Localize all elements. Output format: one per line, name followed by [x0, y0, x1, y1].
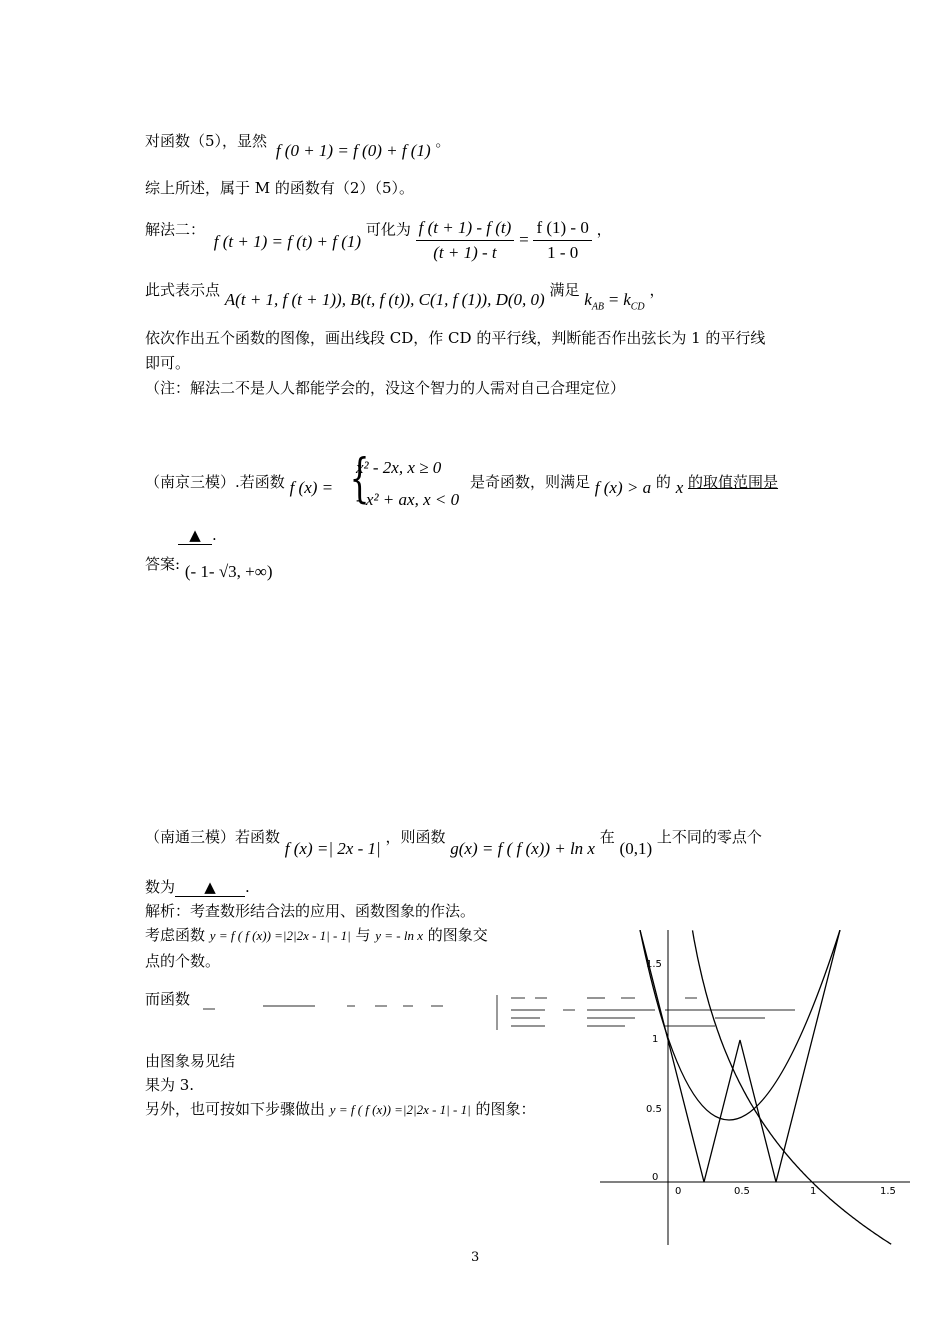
- problem-nanjing-tail: 是奇函数，则满足 f (x) > a 的 x 的取值范围是: [470, 473, 779, 497]
- text: ，: [596, 220, 612, 239]
- outer-curve: [640, 930, 840, 1120]
- analysis-line: 解析：考查数形结合法的应用、函数图象的作法。: [145, 902, 476, 920]
- text: 可化为: [365, 220, 411, 239]
- answer-blank-2: ▲: [175, 878, 245, 897]
- also-line: 另外，也可按如下步骤做出 y = f ( f (x)) =|2|2x - 1| - 1| 的图象：: [145, 1100, 536, 1118]
- slope-cd: $k_{CD}$: [623, 290, 645, 313]
- label: 解法二：: [145, 220, 206, 239]
- math-expression: y = f ( f (x)) =|2|2x - 1| - 1|: [209, 928, 351, 943]
- math-expression: y = f ( f (x)) =|2|2x - 1| - 1|: [329, 1102, 471, 1117]
- problem-nantong: （南通三模）若函数 f (x) =| 2x - 1| ，则函数 g(x) = f ( f (x)) + ln x 在 (0,1) 上不同的零点个: [145, 828, 762, 858]
- x-tick-labels: [675, 1186, 896, 1197]
- slope-ab: $k_{AB}$: [584, 290, 605, 313]
- answer-line: [145, 553, 273, 581]
- function-graph: [600, 930, 910, 1250]
- math-expression: f (0 + 1) = f (0) + f (1): [275, 141, 431, 160]
- piecewise-case-2: - x² + ax, x < 0: [356, 490, 460, 509]
- consider-line: 考虑函数 y = f ( f (x)) =|2|2x - 1| - 1| 与 y = - ln x 的图象交: [145, 926, 488, 944]
- zigzag-curve: [640, 930, 840, 1182]
- neg-ln-curve: [693, 930, 892, 1244]
- function-def: f (x) =| 2x - 1|: [284, 839, 381, 858]
- page-number: 3: [471, 1250, 480, 1265]
- answer-label: 答案:: [145, 555, 181, 573]
- text: 。: [435, 132, 451, 150]
- text: 满足: [549, 281, 580, 299]
- line-3: [145, 208, 612, 262]
- equals-sign: =: [519, 229, 529, 249]
- y-tick-0.5: 0.5: [646, 1104, 662, 1115]
- problem-nantong-line2: 数为 ▲ .: [145, 878, 250, 896]
- fraction-2: $\frac{f (1) - 0}{1 - 0}$: [533, 218, 591, 263]
- function-def: f (x) =: [289, 478, 334, 497]
- line-6-note: （注：解法二不是人人都能学会的，没这个智力的人需对自己合理定位）: [145, 379, 626, 397]
- equals-sign: =: [608, 290, 619, 309]
- result-line-b: 果为 3.: [145, 1076, 195, 1094]
- answer-blank-1: ▲ .: [178, 526, 217, 545]
- math-expression: y = - ln x: [375, 928, 423, 943]
- y-tick-1: 1: [652, 1034, 659, 1045]
- y-tick-0: 0: [652, 1172, 659, 1183]
- y-tick-1.5: 1.5: [646, 959, 662, 970]
- er-line: 而函数: [145, 990, 191, 1008]
- x-tick-1.5: 1.5: [880, 1186, 896, 1197]
- math-expression: f (t + 1) = f (t) + f (1): [213, 231, 362, 251]
- text: 此式表示点: [145, 281, 221, 299]
- math-expression: A(t + 1, f (t + 1)), B(t, f (t)), C(1, f (1)), D(0, 0): [224, 290, 545, 309]
- variable: x: [675, 478, 684, 497]
- x-tick-0: 0: [675, 1186, 682, 1197]
- x-tick-0.5: 0.5: [734, 1186, 750, 1197]
- function-g: g(x) = f ( f (x)) + ln x: [450, 839, 595, 858]
- line-2: 综上所述，属于 M 的函数有（2）（5）。: [145, 179, 414, 197]
- text: ，: [649, 281, 665, 299]
- line-1: [145, 130, 451, 160]
- answer-value: (- 1- √3, +∞): [184, 562, 273, 581]
- line-5a: 依次作出五个函数的图像，画出线段 CD，作 CD 的平行线，判断能否作出弦长为 1 的平行线: [145, 329, 766, 347]
- condition: f (x) > a: [594, 478, 652, 497]
- piecewise-case-1: x² - 2x, x ≥ 0: [356, 458, 442, 477]
- fraction-1: $\frac{f (t + 1) - f (t)}{(t + 1) - t}$: [416, 218, 515, 263]
- problem-source: （南通三模）若函数: [145, 828, 281, 846]
- problem-nanjing: [145, 471, 334, 497]
- result-line-a: 由图象易见结: [145, 1052, 236, 1070]
- text: 对函数（5），显然: [145, 132, 268, 150]
- line-5b: 即可。: [145, 354, 191, 372]
- problem-source: （南京三模）.若函数: [145, 473, 285, 491]
- piecewise-brace: {: [349, 449, 370, 509]
- interval: (0,1): [619, 839, 653, 858]
- x-tick-1: 1: [810, 1186, 817, 1197]
- line-4: [145, 279, 665, 313]
- consider-line-2: 点的个数。: [145, 952, 221, 970]
